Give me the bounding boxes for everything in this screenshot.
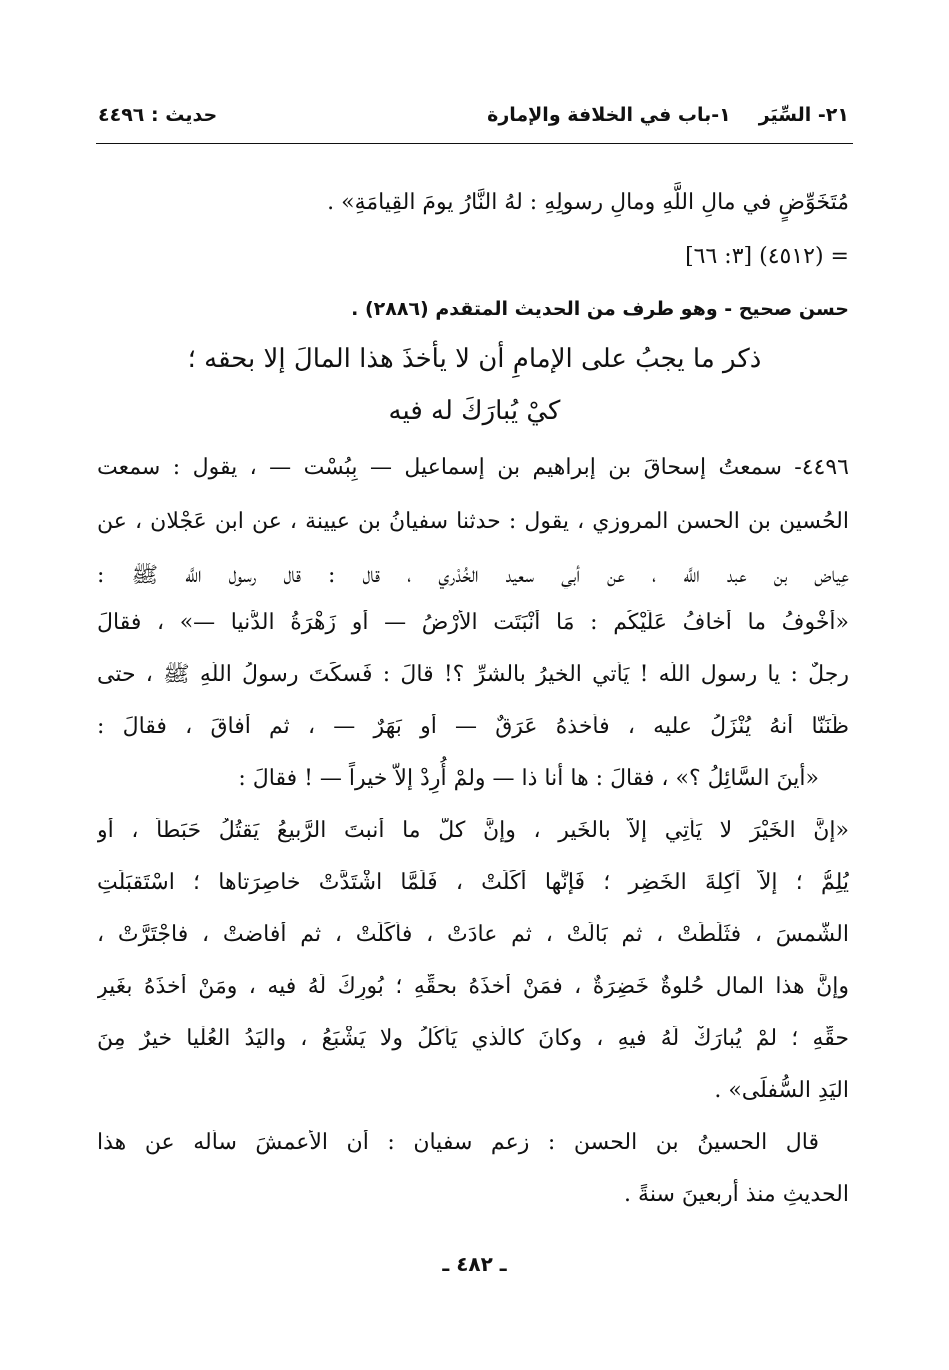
hadith-text-line: الشَّمسَ ، فثَلَطَتْ ، ثم بَالَتْ ، ثم عادَتْ ، فأَكَلَتْ ، ثم أفاضتْ ، فاجْتَرَّتْ ، <box>97 922 849 947</box>
hadith-text-line: ظَنَنّا أنهُ يُنْزَلُ عليه ، فأخذهُ عَرَقٌ — أو بَهَرٌ — ، ثم أفاقَ ، فقالَ : <box>97 714 849 739</box>
narrator-note-line: قال الحسينُ بن الحسن : زعم سفيان : أن الأعمشَ سأله عن هذا <box>97 1130 819 1155</box>
hadith-text-line: «أينَ السَّائِلُ ؟» ، فقالَ : ها أنا ذا — ولمْ أُرِدْ إلاّ خيراً — ! فقالَ : <box>238 766 819 791</box>
hadith-text-line: عِياض بن عبد اللَّه ، عن أبي سعيد الخُدْري ، قال : قال رسول اللَّه ﷺ : <box>97 563 849 588</box>
hadith-text-line: «أخْوفُ ما أخافُ عَلَيْكُم : مَا أَنْبَتَت الأَرْضُ — أو زَهْرَةُ الدُّنيا —» ، فقالَ <box>97 610 849 635</box>
prev-hadith-line-1: مُتَخَوِّضٍ في مالِ اللَّهِ ومالِ رسولِهِ : لهُ النَّارُ يومَ القِيامَةِ» . <box>327 190 849 215</box>
header-divider <box>96 143 853 144</box>
chapter-heading-line-2: كيْ يُبارَكَ له فيه <box>388 396 561 426</box>
hadith-text-line: وإنَّ هذا المال حُلوةٌ خَضِرَةٌ ، فمَنْ أخذَهُ بحقِّهِ ؛ بُورِكَ لَهُ فيه ، ومَنْ أَخذَهُ بغَيرِ <box>97 974 849 999</box>
hadith-text-line: رجلٌ : يا رسول اللَّه ! يَأْتي الخيرُ بالشرِّ ؟! قالَ : فَسكَتَ رسولُ اللَّهِ ﷺ ، حتى <box>97 662 849 687</box>
chapter-title: ٢١- السِّيَر <box>758 104 849 126</box>
chapter-heading-line-1: ذكر ما يجبُ على الإمامِ أن لا يأخذَ هذا المالَ إلا بحقه ؛ <box>187 344 762 374</box>
narrator-note-line: الحديثِ منذ أربعينَ سنةً . <box>624 1182 849 1207</box>
running-header-chapter <box>487 104 849 126</box>
hadith-text-line: «إنَّ الخَيْرَ لا يَأْتِي إلاّ بالخَير ، وإنَّ كلَّ ما أنبتَ الرَّبيعُ يَقتُلُ حَبَطاً ، أو <box>97 818 849 843</box>
section-title: ١-باب في الخلافة والإمارة <box>487 104 731 126</box>
grading-note: حسن صحيح - وهو طرف من الحديث المتقدم (٢٨٨٦) . <box>351 298 849 320</box>
prev-hadith-line-2: = (٤٥١٢) [٣: ٦٦] <box>685 244 849 269</box>
hadith-text-line: الحُسين بن الحسن المروزي ، يقول : حدثنا سفيانُ بن عيينة ، عن ابن عَجْلان ، عن <box>97 509 849 534</box>
hadith-text-line: حقِّهِ ؛ لمْ يُبارَكْ لَهُ فيهِ ، وكانَ كالَّذي يَأْكُلُ ولا يَشْبَعُ ، واليَدُ العُلْيا خيرٌ مِنَ <box>97 1026 849 1051</box>
hadith-text-line: اليَدِ السُّفلَى» . <box>714 1078 849 1103</box>
page-number: ـ ٤٨٢ ـ <box>442 1252 507 1276</box>
hadith-text-line: يُلِمُّ ؛ إلاّ آكِلةَ الخَضِر ؛ فَإنَّها أَكَلَتْ ، فَلَمَّا اشْتَدَّتْ خاصِرَتاها ؛ اسْتَقبَلَتِ <box>97 870 849 895</box>
running-header-hadith-ref: حديث : ٤٤٩٦ <box>98 104 218 126</box>
hadith-text-line: ٤٤٩٦- سمعتُ إسحاقَ بن إبراهيم بن إسماعيل — بِبُسْت — ، يقول : سمعت <box>97 455 849 480</box>
